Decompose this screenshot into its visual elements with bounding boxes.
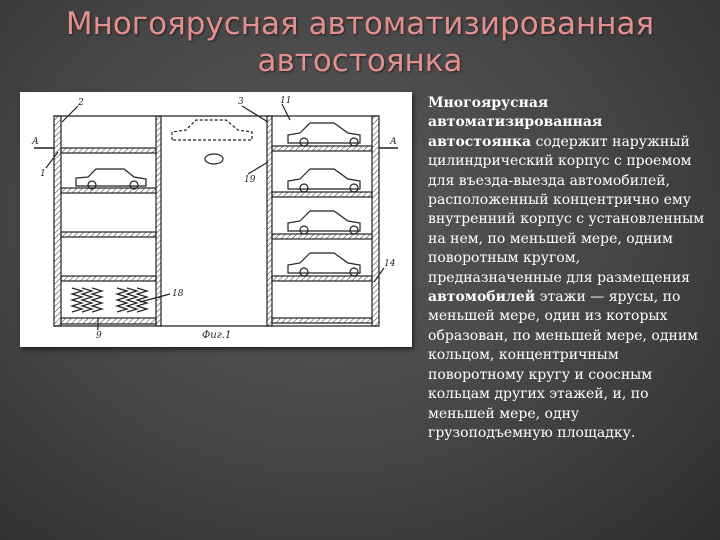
car-right-level-1: [288, 123, 360, 146]
right-floor-3: [272, 234, 372, 239]
body-bold-lead: Многоярусная автоматизированная автостоянка: [428, 95, 603, 150]
right-floor-1: [272, 146, 372, 151]
left-inner-wall: [156, 116, 161, 326]
right-floor-4: [272, 276, 372, 281]
car-right-level-4: [288, 253, 360, 276]
right-inner-wall: [267, 116, 272, 326]
parking-diagram: [20, 92, 412, 347]
label-18: 18: [172, 289, 184, 299]
label-19: 19: [244, 175, 256, 185]
car-right-level-3: [288, 211, 360, 234]
label-A-right: А: [390, 137, 397, 147]
car-left-level-2: [76, 169, 146, 189]
right-floor-5: [272, 318, 372, 323]
left-floor-4: [61, 276, 156, 281]
right-floor-2: [272, 192, 372, 197]
label-A-left: А: [32, 137, 39, 147]
label-9: 9: [96, 331, 102, 341]
figure-caption: Фиг.1: [202, 330, 232, 341]
lift-springs: [72, 288, 147, 312]
ground-platform: [61, 318, 156, 324]
car-right-level-2: [288, 169, 360, 192]
label-3: 3: [238, 97, 244, 107]
title-line-2: автостоянка: [257, 43, 463, 79]
body-bold-mid: автомобилей: [428, 289, 536, 306]
parking-diagram-figure: [20, 92, 412, 347]
label-2: 2: [78, 98, 84, 108]
label-11: 11: [280, 96, 292, 106]
body-part-1: содержит наружный цилиндрический корпус с проемом для въезда-выезда автомобилей, расположенный концентрично ему внутренний корпус с установленным на нем, по меньшей мере, одним поворотным кругом, предназначенные для размещения: [428, 133, 705, 286]
label-1: 1: [40, 169, 46, 179]
left-floor-1: [61, 148, 156, 153]
label-14: 14: [384, 259, 396, 269]
turntable-marker: [205, 154, 223, 164]
left-floor-3: [61, 232, 156, 237]
right-outer-wall: [372, 116, 379, 326]
left-outer-wall: [54, 116, 61, 326]
slide-title: [40, 6, 680, 80]
title-line-1: Многоярусная автоматизированная: [65, 6, 655, 42]
body-text: [428, 94, 708, 443]
body-part-2: этажи — ярусы, по меньшей мере, один из которых образован, по меньшей мере, одним кольцом, концентричным поворотному кругу и соосным кольцам других этажей, и, по меньшей мере, одну грузоподъемную площадку.: [428, 289, 699, 441]
left-floor-2: [61, 188, 156, 193]
car-top-center: [172, 120, 252, 140]
